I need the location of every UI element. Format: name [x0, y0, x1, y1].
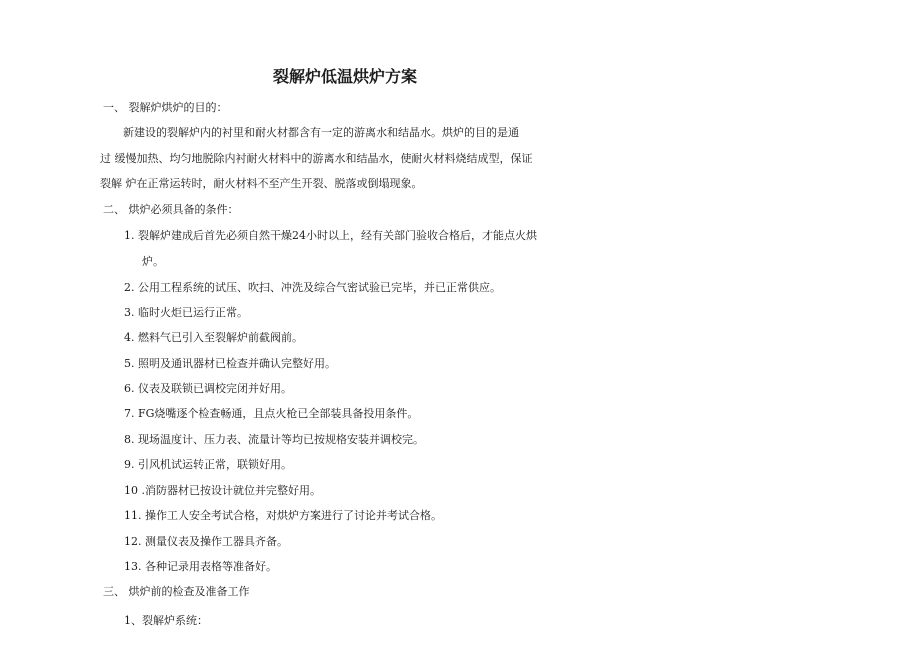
list-item: 13. 各种记录用表格等准备好。	[124, 560, 277, 573]
list-item: 6. 仪表及联锁已调校完闭并好用。	[124, 382, 292, 395]
paragraph-line: 过 缓慢加热、均匀地脱除内衬耐火材料中的游离水和结晶水，使耐火材料烧结成型，保证	[100, 152, 533, 165]
list-item: 3. 临时火炬已运行正常。	[124, 306, 248, 319]
section-heading-preparation: 三、 烘炉前的检查及准备工作	[103, 585, 250, 598]
list-item: 5. 照明及通讯器材已检查并确认完整好用。	[124, 357, 336, 370]
list-item: 9. 引风机试运转正常，联锁好用。	[124, 458, 292, 471]
document-title: 裂解炉低温烘炉方案	[272, 67, 417, 86]
section-heading-purpose: 一、 裂解炉烘炉的目的：	[103, 101, 228, 114]
sub-item: 1、裂解炉系统：	[124, 614, 208, 627]
list-item: 10 .消防器材已按设计就位并完整好用。	[124, 484, 321, 497]
list-item: 12. 测量仪表及操作工器具齐备。	[124, 535, 288, 548]
list-item: 7. FG烧嘴逐个检查畅通，且点火枪已全部装具备投用条件。	[124, 407, 419, 420]
paragraph-line: 新建设的裂解炉内的衬里和耐火材都含有一定的游离水和结晶水。烘炉的目的是通	[123, 126, 519, 139]
list-item: 11. 操作工人安全考试合格，对烘炉方案进行了讨论并考试合格。	[124, 509, 442, 522]
list-item: 8. 现场温度计、压力表、流量计等均已按规格安装并调校完。	[124, 433, 424, 446]
list-item: 1. 裂解炉建成后首先必须自然干燥24小时以上，经有关部门验收合格后，才能点火烘	[124, 229, 537, 242]
section-heading-conditions: 二、 烘炉必须具备的条件：	[103, 203, 239, 216]
paragraph-line: 裂解 炉在正常运转时，耐火材料不至产生开裂、脱落或倒塌现象。	[100, 177, 423, 190]
list-item: 2. 公用工程系统的试压、吹扫、冲洗及综合气密试验已完毕，并已正常供应。	[124, 281, 501, 294]
list-item: 4. 燃料气已引入至裂解炉前截阀前。	[124, 331, 303, 344]
list-item-continuation: 炉。	[142, 255, 164, 268]
